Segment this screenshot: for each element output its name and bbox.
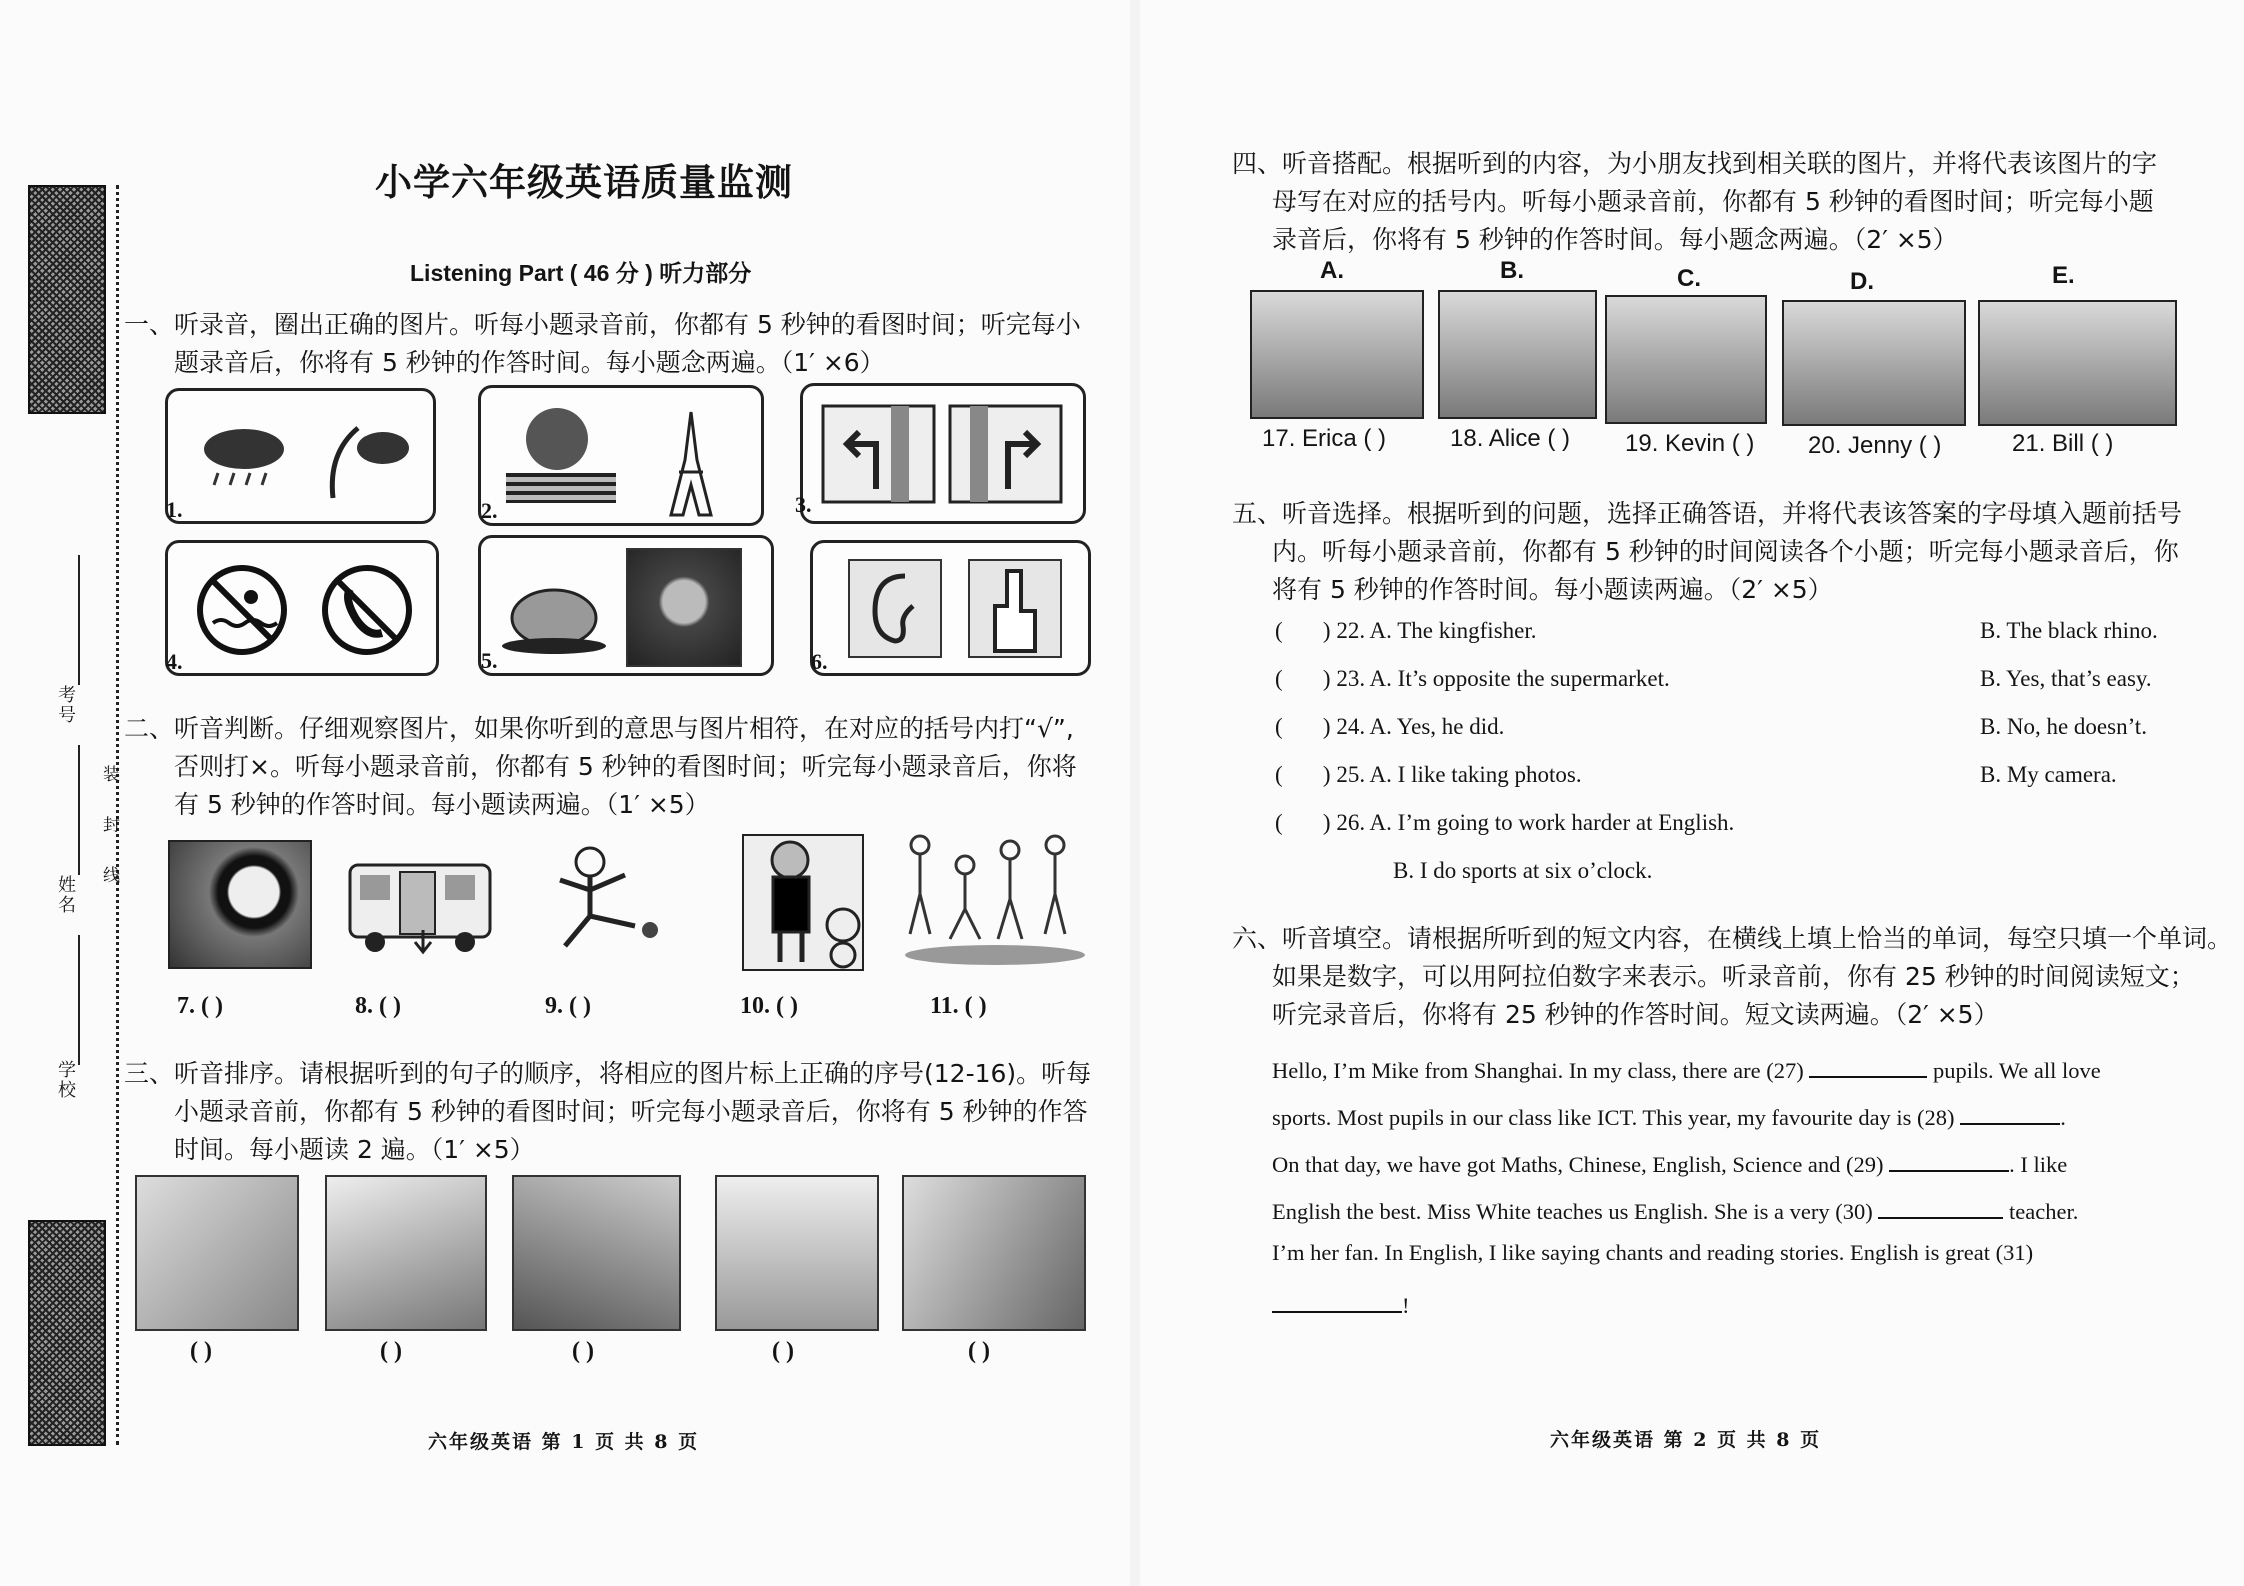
passage-line — [1272, 1193, 2212, 1240]
picture-letter-a: A. — [1320, 257, 1344, 284]
children-group-picture — [895, 820, 1095, 970]
section1-instructions — [124, 306, 1081, 382]
passage-text: English the best. Miss White teaches us English. She is a very (30) — [1272, 1199, 1873, 1224]
roast-turkey-picture — [499, 576, 609, 656]
answer-bracket-11[interactable]: 11. ( ) — [930, 993, 987, 1019]
page-footer: 六年级英语 第 1 页 共 8 页 — [428, 1431, 700, 1453]
passage-line — [1272, 1240, 2212, 1287]
section4-line: 录音后，你将有 5 秒钟的作答时间。每小题念两遍。（2′ ×5） — [1272, 225, 1958, 254]
section6-line: 听完录音后，你将有 25 秒钟的作答时间。短文读两遍。（2′ ×5） — [1272, 1000, 1999, 1029]
sydney-opera-house-photo — [1250, 290, 1424, 419]
question-number: 2. — [481, 498, 498, 523]
castle-photo — [1978, 300, 2177, 426]
order-bracket[interactable]: ( ) — [190, 1338, 212, 1364]
no-phone-sign — [318, 561, 416, 659]
passage-text: . — [2060, 1105, 2066, 1130]
blank-30[interactable] — [1878, 1193, 2003, 1219]
passage-text: On that day, we have got Maths, Chinese, English, Science and (29) — [1272, 1152, 1884, 1177]
question-number: 4. — [166, 649, 183, 674]
page-title: 小学六年级英语质量监测 — [375, 160, 793, 204]
question-26-option-b[interactable]: B. I do sports at six o’clock. — [1393, 858, 1653, 883]
answer-bracket-10[interactable]: 10. ( ) — [740, 993, 798, 1019]
passage-line — [1272, 1052, 2212, 1099]
right-page — [1140, 0, 2244, 1586]
question-number: 6. — [811, 649, 828, 674]
boy-kicking-picture — [535, 840, 685, 965]
question-option-a[interactable]: ( ) 22. A. The kingfisher. — [1275, 618, 1537, 643]
section4-instructions — [1232, 145, 2157, 259]
match-caption-17[interactable]: 17. Erica ( ) — [1262, 425, 1387, 452]
turn-left-sign-picture — [821, 404, 936, 504]
section2-line: 有 5 秒钟的作答时间。每小题读两遍。（1′ ×5） — [174, 790, 710, 819]
order-bracket[interactable]: ( ) — [572, 1338, 594, 1364]
twin-towers-photo — [1438, 290, 1597, 419]
match-caption-20[interactable]: 20. Jenny ( ) — [1808, 432, 1942, 459]
question-number: 3. — [795, 492, 812, 517]
question-option-a[interactable]: ( ) 24. A. Yes, he did. — [1275, 714, 1505, 739]
section2-line: 否则打×。听每小题录音前，你都有 5 秒钟的看图时间；听完每小题录音后，你将 — [174, 752, 1077, 781]
picture-letter-c: C. — [1677, 265, 1701, 292]
question-row-25 — [1275, 762, 2195, 810]
question-frame — [810, 540, 1091, 676]
question-row-23 — [1275, 666, 2195, 714]
rain-cloud-picture — [196, 421, 291, 501]
ear-picture — [848, 559, 942, 658]
match-caption-18[interactable]: 18. Alice ( ) — [1450, 425, 1571, 452]
school-label: 学校 — [55, 1060, 76, 1100]
section6-instructions — [1232, 920, 2232, 1034]
question-frame — [165, 388, 436, 524]
question-option-a[interactable]: ( ) 23. A. It’s opposite the supermarket. — [1275, 666, 1670, 691]
picture-letter-e: E. — [2052, 262, 2075, 289]
answer-bracket-7[interactable]: 7. ( ) — [177, 993, 223, 1019]
binding-line-2 — [78, 745, 80, 875]
cloze-passage — [1272, 1052, 2212, 1334]
section3-instructions — [124, 1055, 1091, 1169]
section1-line: 一、听录音，圈出正确的图片。听每小题录音前，你都有 5 秒钟的看图时间；听完每小 — [124, 310, 1081, 339]
story-picture-2 — [325, 1175, 487, 1331]
question-list — [1275, 618, 2195, 906]
page-subtitle: Listening Part ( 46 分 ) 听力部分 — [410, 260, 752, 286]
section5-line: 内。听每小题录音前，你都有 5 秒钟的时间阅读各个小题；听完每小题录音后，你 — [1272, 537, 2179, 566]
section3-line: 小题录音前，你都有 5 秒钟的看图时间；听完每小题录音后，你将有 5 秒钟的作答 — [174, 1097, 1088, 1126]
hand-pointing-picture — [968, 559, 1062, 658]
passage-text: teacher. — [2009, 1199, 2079, 1224]
page-footer: 六年级英语 第 2 页 共 8 页 — [1550, 1429, 1822, 1451]
picture-letter-d: D. — [1850, 268, 1874, 295]
question-frame — [795, 383, 1086, 524]
order-bracket[interactable]: ( ) — [380, 1338, 402, 1364]
question-option-b[interactable]: B. Yes, that’s easy. — [1980, 666, 2152, 691]
passage-text: . I like — [2009, 1152, 2068, 1177]
seal-line-text: 装 封 线 — [99, 765, 119, 897]
section4-line: 母写在对应的括号内。听每小题录音前，你都有 5 秒钟的看图时间；听完每小题 — [1272, 187, 2154, 216]
question-frame — [165, 540, 439, 676]
pagoda-photo — [1605, 295, 1767, 424]
section5-line: 五、听音选择。根据听到的问题，选择正确答语，并将代表该答案的字母填入题前括号 — [1232, 499, 2183, 528]
question-option-b[interactable]: B. No, he doesn’t. — [1980, 714, 2147, 739]
question-option-a[interactable]: ( ) 26. A. I’m going to work harder at English. — [1275, 810, 1735, 835]
passage-text: ! — [1402, 1293, 1410, 1318]
story-picture-1 — [135, 1175, 299, 1331]
answer-bracket-9[interactable]: 9. ( ) — [545, 993, 591, 1019]
story-picture-5 — [902, 1175, 1086, 1331]
order-bracket[interactable]: ( ) — [968, 1338, 990, 1364]
blank-29[interactable] — [1889, 1146, 2009, 1172]
palace-photo — [1782, 300, 1966, 426]
section5-line: 将有 5 秒钟的作答时间。每小题读两遍。（2′ ×5） — [1272, 575, 1833, 604]
no-swimming-sign — [193, 561, 291, 659]
passage-text: pupils. We all love — [1932, 1058, 2101, 1083]
passage-line — [1272, 1099, 2212, 1146]
section5-instructions — [1232, 495, 2182, 609]
turn-right-sign-picture — [948, 404, 1063, 504]
section6-line: 如果是数字，可以用阿拉伯数字来表示。听录音前，你有 25 秒钟的时间阅读短文； — [1272, 962, 2195, 991]
answer-bracket-8[interactable]: 8. ( ) — [355, 993, 401, 1019]
story-picture-3 — [512, 1175, 681, 1331]
question-number: 5. — [481, 648, 498, 673]
binding-pattern-bottom — [28, 1220, 106, 1446]
order-bracket[interactable]: ( ) — [772, 1338, 794, 1364]
wind-tree-picture — [313, 413, 413, 503]
passage-text: sports. Most pupils in our class like ICT. This year, my favourite day is (28) — [1272, 1105, 1955, 1130]
blank-28[interactable] — [1960, 1099, 2060, 1125]
blank-31[interactable] — [1272, 1287, 1402, 1313]
section1-line: 题录音后，你将有 5 秒钟的作答时间。每小题念两遍。（1′ ×6） — [174, 348, 885, 377]
question-row-22 — [1275, 618, 2195, 666]
section3-line: 时间。每小题读 2 遍。（1′ ×5） — [174, 1135, 535, 1164]
panda-photo — [168, 840, 312, 969]
eiffel-tower-picture — [661, 410, 721, 520]
passage-text: Hello, I’m Mike from Shanghai. In my class, there are (27) — [1272, 1058, 1804, 1083]
story-picture-4 — [715, 1175, 879, 1331]
match-caption-19[interactable]: 19. Kevin ( ) — [1625, 430, 1755, 457]
section2-line: 二、听音判断。仔细观察图片，如果你听到的意思与图片相符，在对应的括号内打“√”, — [124, 714, 1074, 743]
question-row-26 — [1275, 810, 2195, 858]
section6-line: 六、听音填空。请根据所听到的短文内容，在横线上填上恰当的单词，每空只填一个单词。 — [1232, 924, 2233, 953]
exam-number-label: 考号 — [55, 685, 76, 725]
question-frame — [478, 385, 764, 526]
section4-line: 四、听音搭配。根据听到的内容，为小朋友找到相关联的图片，并将代表该图片的字 — [1232, 149, 2158, 178]
match-caption-21[interactable]: 21. Bill ( ) — [2012, 430, 2114, 457]
binding-line-3 — [78, 935, 80, 1065]
question-option-b[interactable]: B. The black rhino. — [1980, 618, 2158, 643]
question-frame — [478, 535, 774, 676]
books-picture — [506, 473, 616, 503]
mooncake-photo — [626, 548, 742, 667]
binding-pattern-top — [28, 185, 106, 414]
picture-letter-b: B. — [1500, 257, 1524, 284]
world-picture — [526, 408, 588, 470]
tiger-with-bike-picture — [735, 815, 875, 975]
passage-line — [1272, 1146, 2212, 1193]
blank-27[interactable] — [1809, 1052, 1927, 1078]
question-row-24 — [1275, 714, 2195, 762]
passage-line — [1272, 1287, 2212, 1334]
bus-picture — [345, 860, 495, 960]
question-option-a[interactable]: ( ) 25. A. I like taking photos. — [1275, 762, 1582, 787]
section3-line: 三、听音排序。请根据听到的句子的顺序，将相应的图片标上正确的序号(12-16)。听每 — [124, 1059, 1092, 1088]
question-option-b[interactable]: B. My camera. — [1980, 762, 2117, 787]
section2-instructions — [124, 710, 1077, 824]
passage-text: I’m her fan. In English, I like saying chants and reading stories. English is great (31) — [1272, 1240, 2034, 1265]
binding-line-1 — [78, 555, 80, 685]
question-number: 1. — [166, 497, 183, 522]
name-label: 姓名 — [55, 875, 76, 915]
